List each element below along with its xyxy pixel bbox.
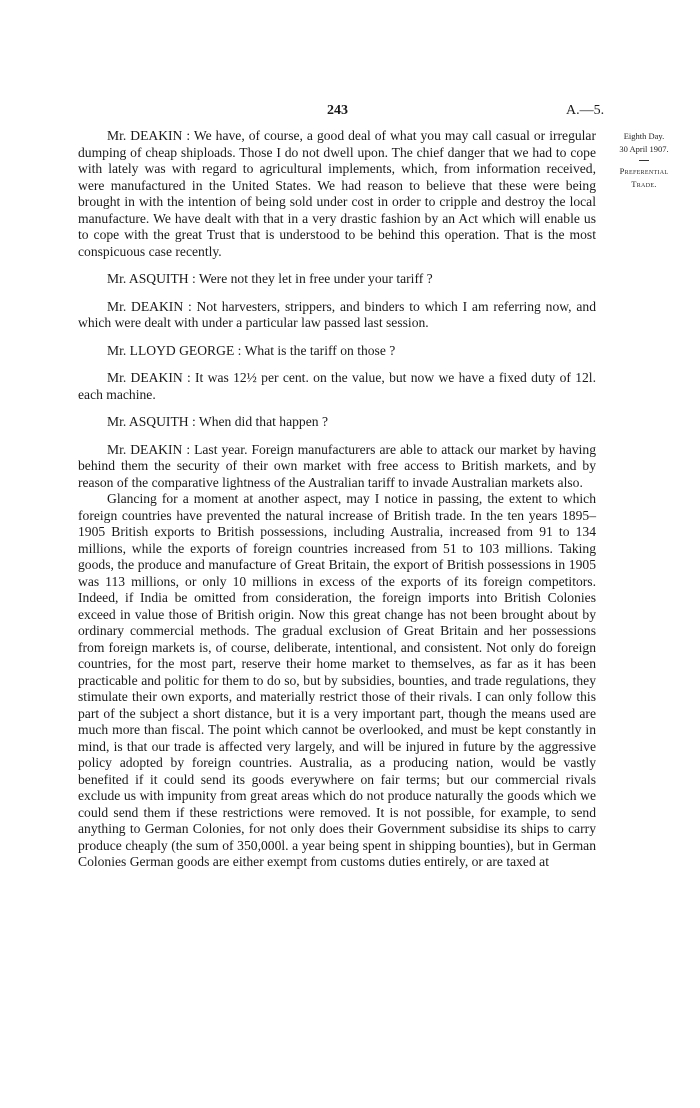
margin-note-topic-line2: Trade.: [631, 179, 657, 189]
paragraph-deakin-harvesters: Mr. DEAKIN : Not harvesters, strippers, and binders to which I am referring now, and which were dealt with under a particular law passed last session.: [78, 298, 596, 330]
page-number: 243: [327, 103, 348, 118]
margin-note-day: Eighth Day.: [623, 131, 665, 141]
paragraph-asquith-when: Mr. ASQUITH : When did that happen ?: [107, 414, 328, 429]
margin-note: [606, 130, 682, 191]
paragraph-deakin-last-year: Mr. DEAKIN : Last year. Foreign manufacturers are able to attack our market by having behind them the security of their own market with free access to British markets, and by reason of the comparative lightness of the Australian tariff to invade Australian markets also.: [78, 441, 596, 490]
paragraph-deakin-duty: Mr. DEAKIN : It was 12½ per cent. on the value, but now we have a fixed duty of 12l. each machine.: [78, 370, 596, 402]
paragraph-deakin-dumping: Mr. DEAKIN : We have, of course, a good deal of what you may call casual or irregular dumping of cheap shiploads. Those I do not dwell upon. The chief danger that we had to cope with lately was with regard to agricultural implements, which, from information received, were manufactured in the United States. We had reason to believe that these were being brought in with the intention of being sold under cost in order to cripple and destroy the local manufacture. We have dealt with that in a very drastic fashion by an Act which will enable us to cope with the great Trust that is understood to be behind this operation. That is the most conspicuous case recently.: [78, 128, 596, 259]
margin-note-topic-line1: Preferential: [619, 166, 669, 176]
paragraph-foreign-trade: Glancing for a moment at another aspect, may I notice in passing, the extent to which foreign countries have prevented the natural increase of British trade. In the ten years 1895–1905 British exports to British possessions, including Australia, increased from 91 to 134 millions, while the exports of foreign countries increased from 51 to 103 millions. Taking goods, the produce and manufacture of Great Britain, the export of British possessions in 1905 was 113 millions, or only 10 millions in excess of the exports of its foreign competitors. Indeed, if India be omitted from consideration, the foreign imports into British Colonies exceed in value those of British origin. Now this great change has not been brought about by ordinary commercial methods. The gradual exclusion of Great Britain and her possessions from foreign markets is, of course, deliberate, intentional, and consistent. Not only do foreign countries, for the most part, reserve their home market to themselves, as far as it has been practicable and politic for them to do so, but by subsidies, bounties, and trade regulations, they stimulate their own exports, and materially restrict those of their rivals. I can only follow this part of the subject a short distance, but it is a very important part, though the means used are much more than fiscal. The point which cannot be overlooked, and must be kept constantly in mind, is that our trade is affected very largely, and will be injured in future by the aggressive policy adopted by foreign countries. Australia, as a producing nation, would be vastly benefited if it could send its goods everywhere on fair terms; but our commercial rivals exclude us with impunity from great areas which do not produce naturally the goods which we could send them if these restrictions were removed. It is not possible, for example, to send anything to German Colonies, for not only does their Government subsidise its ships to carry produce cheaply (the sum of 350,000l. a year being spent in shipping bounties), but in German Colonies German goods are either exempt from customs duties entirely, or are taxed at: [78, 491, 596, 869]
paragraph-asquith-question: Mr. ASQUITH : Were not they let in free under your tariff ?: [107, 271, 433, 286]
paragraph-lloyd-george-question: Mr. LLOYD GEORGE : What is the tariff on those ?: [107, 342, 396, 358]
body-text: [78, 128, 596, 871]
margin-note-date: 30 April 1907.: [619, 144, 669, 154]
margin-note-rule: [639, 160, 649, 161]
margin-note-topic: [606, 165, 682, 191]
series-reference: A.—5.: [566, 103, 605, 118]
